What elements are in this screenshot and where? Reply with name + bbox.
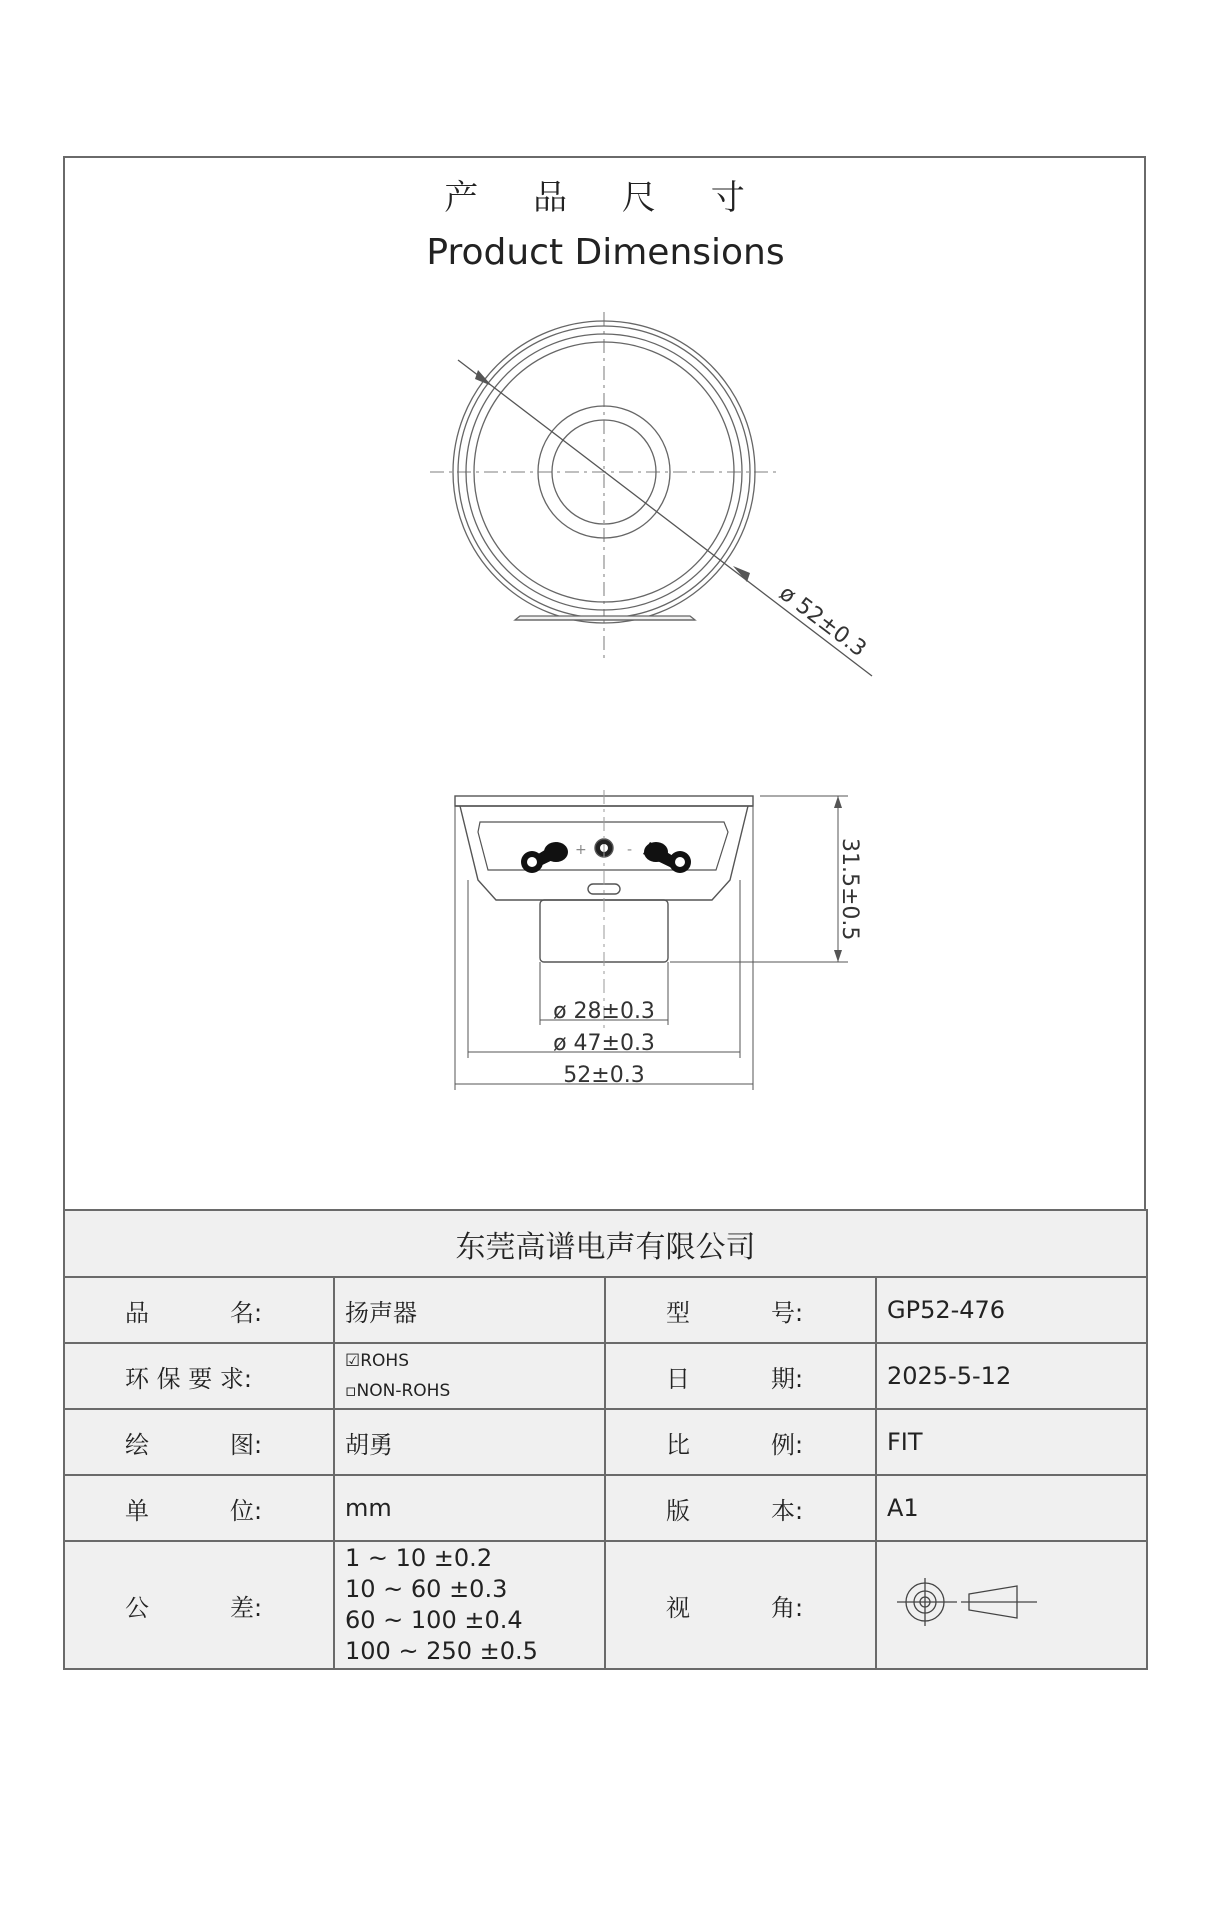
front-dimension-label: ø 52±0.3 xyxy=(774,580,871,663)
non-rohs-checkbox: ▫NON-ROHS xyxy=(345,1381,451,1401)
title-english: Product Dimensions xyxy=(426,232,785,273)
label-scale: 比 例: xyxy=(605,1409,876,1475)
magnet-dimension-label: ø 28±0.3 xyxy=(553,999,655,1024)
overall-dimension-label: 52±0.3 xyxy=(563,1063,645,1088)
label-tolerance: 公 差: xyxy=(64,1541,334,1669)
tolerance-line: 1 ~ 10 ±0.2 xyxy=(345,1544,493,1572)
height-dimension-label: 31.5±0.5 xyxy=(837,838,862,941)
table-row xyxy=(64,1277,1147,1343)
value-version: A1 xyxy=(876,1475,1147,1541)
value-tolerance xyxy=(334,1541,605,1669)
value-model: GP52-476 xyxy=(876,1277,1147,1343)
value-date: 2025-5-12 xyxy=(876,1343,1147,1409)
value-unit: mm xyxy=(334,1475,605,1541)
label-unit: 单 位: xyxy=(64,1475,334,1541)
tolerance-line: 10 ~ 60 ±0.3 xyxy=(345,1575,508,1603)
label-model: 型 号: xyxy=(605,1277,876,1343)
label-projection: 视 角: xyxy=(605,1541,876,1669)
table-row xyxy=(64,1343,1147,1409)
table-row xyxy=(64,1541,1147,1669)
tolerance-line: 100 ~ 250 ±0.5 xyxy=(345,1637,538,1665)
label-date: 日 期: xyxy=(605,1343,876,1409)
value-environmental xyxy=(334,1343,605,1409)
value-scale: FIT xyxy=(876,1409,1147,1475)
rohs-checkbox: ☑ROHS xyxy=(345,1351,410,1371)
table-row xyxy=(64,1409,1147,1475)
inner-dimension-label: ø 47±0.3 xyxy=(553,1031,655,1056)
company-name: 东莞高谱电声有限公司 xyxy=(64,1210,1147,1277)
title-chinese: 产 品 尺 寸 xyxy=(444,178,767,218)
minus-marker: - xyxy=(627,842,633,858)
table-row xyxy=(64,1475,1147,1541)
value-product-name: 扬声器 xyxy=(334,1277,605,1343)
label-drawn-by: 绘 图: xyxy=(64,1409,334,1475)
label-product-name: 品 名: xyxy=(64,1277,334,1343)
tolerance-line: 60 ~ 100 ±0.4 xyxy=(345,1606,523,1634)
label-version: 版 本: xyxy=(605,1475,876,1541)
third-angle-projection-icon xyxy=(887,1572,1047,1632)
value-projection xyxy=(876,1541,1147,1669)
title-block xyxy=(63,1209,1148,1670)
label-environmental: 环 保 要 求: xyxy=(64,1343,334,1409)
value-drawn-by: 胡勇 xyxy=(334,1409,605,1475)
plus-marker: + xyxy=(575,842,587,858)
